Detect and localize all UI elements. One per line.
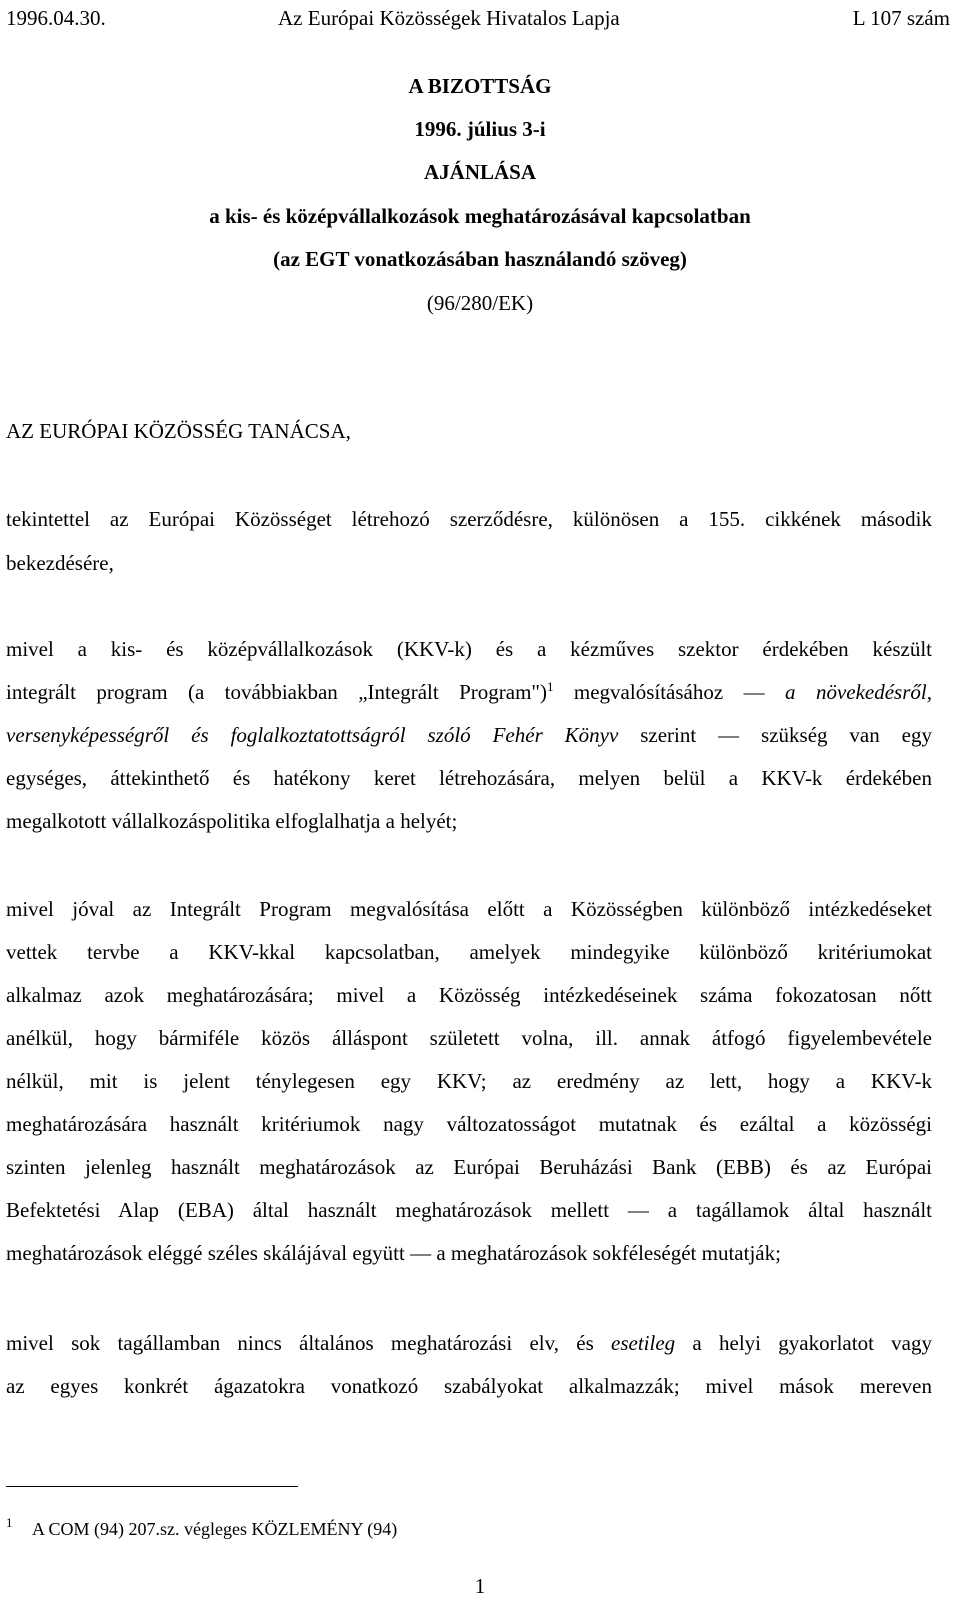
text-line: mivel jóval az Integrált Program megvalósítása előtt a Közösségben különböző intézkedéseket [6,897,932,921]
text-line: versenyképességről és foglalkoztatottságról szóló Fehér Könyv szerint — szükség van egy [6,723,932,747]
authority-heading: A BIZOTTSÁG [408,74,552,98]
text-line: egységes, áttekinthető és hatékony keret létrehozására, melyen belül a KKV-k érdekében [6,766,932,790]
text-line: nélkül, mit is jelent ténylegesen egy KKV; az eredmény az lett, hogy a KKV-k [6,1069,932,1093]
document-reference: (96/280/EK) [426,291,534,315]
text-line: meghatározások eléggé széles skálájával együtt — a meghatározások sokféleségét mutatják; [6,1241,781,1265]
header-date: 1996.04.30. [6,6,106,30]
council-heading-text: AZ EURÓPAI KÖZÖSSÉG TANÁCSA, [6,419,351,443]
footnote-separator [6,1486,298,1487]
document-type: AJÁNLÁSA [423,160,536,184]
text-line: az egyes konkrét ágazatokra vonatkozó szabályokat alkalmazzák; mivel mások mereven [6,1374,932,1398]
footnote-mark: 1 [6,1515,13,1530]
text-line: bekezdésére, [6,551,114,575]
paragraph-citation [6,505,932,577]
text-line: Befektetési Alap (EBA) által használt meghatározások mellett — a tagállamok által használt [6,1198,932,1222]
recommendation-date: 1996. július 3-i [414,117,546,141]
footnote-text: A COM (94) 207.sz. végleges KÖZLEMÉNY (94) [32,1519,398,1539]
footnote-reference: 1 [546,679,554,694]
emphasis-word: esetileg [611,1331,676,1355]
header-issue-number: L 107 szám [852,6,950,30]
text-line: mivel a kis- és középvállalkozások (KKV-k) és a kézműves szektor érdekében készült [6,637,932,661]
council-heading [6,417,932,445]
text-line: alkalmaz azok meghatározására; mivel a Közösség intézkedéseinek száma fokozatosan nőtt [6,983,932,1007]
paragraph-recital-1 [6,635,932,835]
text-line: meghatározására használt kritériumok nagy változatosságot mutatnak és ezáltal a közösségi [6,1112,932,1136]
text-line: mivel sok tagállamban nincs általános meghatározási elv, és esetileg a helyi gyakorlatot vagy [6,1331,932,1355]
paragraph-recital-3 [6,1329,932,1400]
paragraph-recital-2 [6,895,932,1267]
text-line: tekintettel az Európai Közösséget létrehozó szerződésre, különösen a 155. cikkének második [6,507,932,531]
document-subject: a kis- és középvállalkozások meghatározásával kapcsolatban [209,204,751,228]
eea-relevance: (az EGT vonatkozásában használandó szöveg) [273,247,687,271]
text-line: vettek tervbe a KKV-kkal kapcsolatban, amelyek mindegyike különböző kritériumokat [6,940,932,964]
white-paper-title: a növekedésről, [785,680,932,704]
page-number: 1 [474,1574,486,1598]
white-paper-title: versenyképességről és foglalkoztatottságról szóló Fehér Könyv [6,723,619,747]
text-line: szinten jelenleg használt meghatározások az Európai Beruházási Bank (EBB) és az Európai [6,1155,932,1179]
text-line: anélkül, hogy bármiféle közös álláspont született volna, ill. annak átfogó figyelembevétele [6,1026,932,1050]
header-journal-title: Az Európai Közösségek Hivatalos Lapja [278,6,620,30]
text-line: integrált program (a továbbiakban „Integrált Program")$^1$ megvalósításához — a növekedésről, [6,679,932,704]
text-line: megalkotott vállalkozáspolitika elfoglalhatja a helyét; [6,809,458,833]
page-header [6,4,950,32]
